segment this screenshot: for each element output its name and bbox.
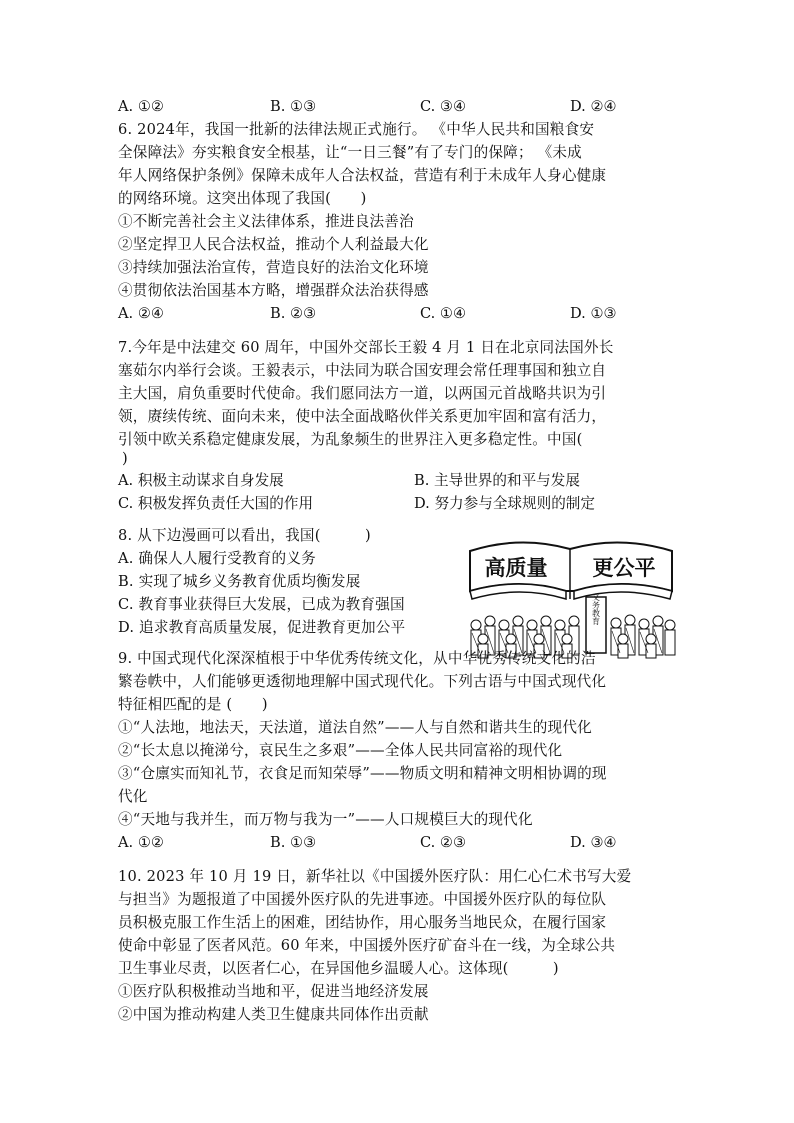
q9-stem-line-2: 繁卷帙中，人们能够更透彻地理解中国式现代化。下列古语与中国式现代化 xyxy=(118,673,607,690)
q9-option-b: B. ①③ xyxy=(270,834,317,851)
q6-stem-line-1: 6. 2024年，我国一批新的法律法规正式施行。 《中华人民共和国粮食安 xyxy=(118,121,595,138)
q10-stem-line-1: 10. 2023 年 10 月 19 日，新华社以《中国援外医疗队：用仁心仁术书写大爱 xyxy=(118,868,632,885)
q9-item-1: ①“人法地，地法天，天法道，道法自然”——人与自然和谐共生的现代化 xyxy=(118,719,592,736)
q10-stem-line-3: 员积极克服工作生活上的困难，团结协作，用心服务当地民众，在履行国家 xyxy=(118,914,607,931)
cartoon-banner-left: 高质量 xyxy=(484,556,548,580)
q7-stem-line-2: 塞茹尔内举行会谈。王毅表示，中法同为联合国安理会常任理事国和独立自 xyxy=(118,362,607,379)
q9-stem-line-3: 特征相匹配的是 ( ) xyxy=(118,696,268,713)
q8-option-d: D. 追求教育高质量发展，促进教育更加公平 xyxy=(118,619,406,636)
q6-option-d: D. ①③ xyxy=(570,305,617,322)
q9-item-4: ④“天地与我并生，而万物与我为一”——人口规模巨大的现代化 xyxy=(118,811,533,828)
cartoon-banner-right: 更公平 xyxy=(592,556,656,580)
q6-stem-line-4: 的网络环境。这突出体现了我国( ) xyxy=(118,190,367,207)
q9-item-3-cont: 代化 xyxy=(118,788,148,805)
q6-option-c: C. ①④ xyxy=(420,305,467,322)
education-cartoon xyxy=(462,533,680,663)
q6-item-4: ④贯彻依法治国基本方略，增强群众法治获得感 xyxy=(118,282,429,299)
q10-item-1: ①医疗队积极推动当地和平，促进当地经济发展 xyxy=(118,983,429,1000)
q7-stem-line-6: ) xyxy=(122,450,128,467)
q7-stem-line-4: 领，赓续传统、面向未来，使中法全面战略伙伴关系更加牢固和富有活力， xyxy=(118,408,607,425)
q7-option-a: A. 积极主动谋求自身发展 xyxy=(118,472,284,489)
q6-stem-line-2: 全保障法》夯实粮食安全根基，让“一日三餐”有了专门的保障； 《未成 xyxy=(118,144,582,161)
q7-stem-line-1: 7.今年是中法建交 60 周年，中国外交部长王毅 4 月 1 日在北京同法国外长 xyxy=(118,339,614,356)
q10-item-2: ②中国为推动构建人类卫生健康共同体作出贡献 xyxy=(118,1006,429,1023)
q8-option-b: B. 实现了城乡义务教育优质均衡发展 xyxy=(118,573,361,590)
q9-option-a: A. ①② xyxy=(118,834,164,851)
q8-stem: 8. 从下边漫画可以看出，我国( ) xyxy=(118,527,371,544)
q5-option-b: B. ①③ xyxy=(270,98,317,115)
q10-stem-line-4: 使命中彰显了医者风范。60 年来，中国援外医疗矿奋斗在一线，为全球公共 xyxy=(118,937,616,954)
q9-option-d: D. ③④ xyxy=(570,834,617,851)
q5-option-a: A. ①② xyxy=(118,98,164,115)
q10-stem-line-5: 卫生事业尽责，以医者仁心，在异国他乡温暖人心。这体现( ) xyxy=(118,960,559,977)
q9-item-3: ③“仓廪实而知礼节，衣食足而知荣辱”——物质文明和精神文明相协调的现 xyxy=(118,765,607,782)
q10-stem-line-2: 与担当》为题报道了中国援外医疗队的先进事迹。中国援外医疗队的每位队 xyxy=(118,891,607,908)
q8-option-c: C. 教育事业获得巨大发展，已成为教育强国 xyxy=(118,596,405,613)
q7-stem-line-3: 主大国，肩负重要时代使命。我们愿同法方一道，以两国元首战略共识为引 xyxy=(118,385,607,402)
q9-stem-line-1: 9. 中国式现代化深深植根于中华优秀传统文化，从中华优秀传统文化的浩 xyxy=(118,650,596,667)
q7-stem-line-5: 引领中欧关系稳定健康发展，为乱象频生的世界注入更多稳定性。中国( xyxy=(118,431,583,448)
q6-stem-line-3: 年人网络保护条例》保障未成年人合法权益，营造有利于未成年人身心健康 xyxy=(118,167,607,184)
q6-option-b: B. ②③ xyxy=(270,305,317,322)
q7-option-c: C. 积极发挥负责任大国的作用 xyxy=(118,495,314,512)
q5-option-c: C. ③④ xyxy=(420,98,467,115)
q7-option-b: B. 主导世界的和平与发展 xyxy=(414,472,580,489)
q7-option-d: D. 努力参与全球规则的制定 xyxy=(414,495,595,512)
cartoon-pillar-label: 义务教育 xyxy=(591,593,601,625)
q6-item-3: ③持续加强法治宣传，营造良好的法治文化环境 xyxy=(118,259,429,276)
q6-item-1: ①不断完善社会主义法律体系，推进良法善治 xyxy=(118,213,414,230)
q5-option-d: D. ②④ xyxy=(570,98,617,115)
q6-option-a: A. ②④ xyxy=(118,305,164,322)
q9-option-c: C. ②③ xyxy=(420,834,467,851)
q6-item-2: ②坚定捍卫人民合法权益，推动个人利益最大化 xyxy=(118,236,429,253)
q8-option-a: A. 确保人人履行受教育的义务 xyxy=(118,550,316,567)
q9-item-2: ②“长太息以掩涕兮，哀民生之多艰”——全体人民共同富裕的现代化 xyxy=(118,742,563,759)
